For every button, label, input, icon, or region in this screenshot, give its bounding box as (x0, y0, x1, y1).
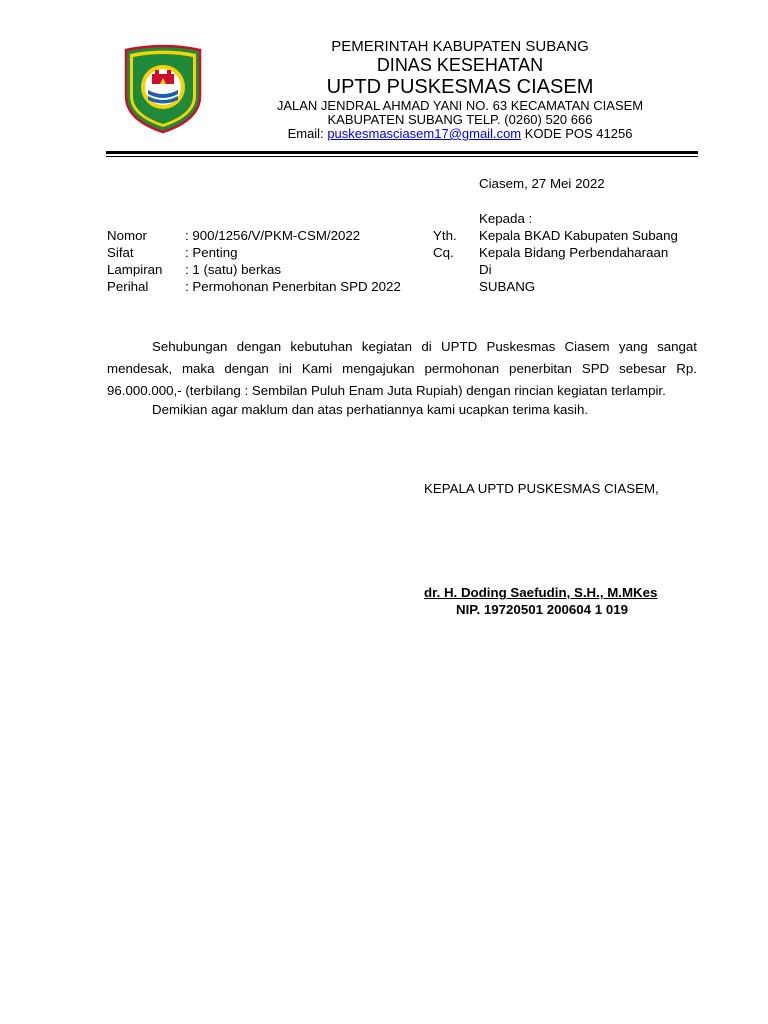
meta-label-sifat: Sifat (107, 245, 134, 260)
email-link[interactable]: puskesmasciasem17@gmail.com (327, 126, 522, 141)
recipient-cq-label: Cq. (433, 245, 454, 260)
postcode: KODE POS 41256 (524, 126, 633, 141)
recipient-kepada: Kepada : (479, 211, 533, 226)
meta-label-perihal: Perihal (107, 279, 149, 294)
recipient-city: SUBANG (479, 279, 536, 294)
body-paragraph-2: Demikian agar maklum dan atas perhatiannya kami ucapkan terima kasih. (152, 402, 589, 417)
meta-value-perihal: : Permohonan Penerbitan SPD 2022 (185, 279, 401, 294)
recipient-cq: Kepala Bidang Perbendaharaan (479, 245, 669, 260)
header-address: JALAN JENDRAL AHMAD YANI NO. 63 KECAMATAN CIASEM (276, 98, 644, 113)
subang-emblem-icon (124, 44, 202, 134)
header-divider-thick (106, 151, 698, 154)
meta-value-nomor: : 900/1256/V/PKM-CSM/2022 (185, 228, 361, 243)
signature-nip: NIP. 19720501 200604 1 019 (456, 602, 629, 617)
recipient-di: Di (479, 262, 492, 277)
body-paragraph-1: Sehubungan dengan kebutuhan kegiatan di UPTD Puskesmas Ciasem yang sangat mendesak, maka dengan ini Kami mengajukan permohonan penerbitan SPD sebesar Rp. 96.000.000,- (terbilang : Sembilan Puluh Enam Juta Rupiah) dengan rincian kegiatan terlampir. (107, 339, 697, 398)
email-label: Email: (287, 126, 324, 141)
recipient-yth: Kepala BKAD Kabupaten Subang (479, 228, 678, 243)
header-government: PEMERINTAH KABUPATEN SUBANG (331, 38, 589, 55)
meta-value-lampiran: : 1 (satu) berkas (185, 262, 282, 277)
header-department: DINAS KESEHATAN (376, 55, 544, 75)
signature-name: dr. H. Doding Saefudin, S.H., M.MKes (424, 585, 658, 600)
header-institution: UPTD PUSKESMAS CIASEM (326, 76, 594, 98)
header-divider-thin (106, 156, 698, 157)
meta-value-sifat: : Penting (185, 245, 238, 260)
signature-title: KEPALA UPTD PUSKESMAS CIASEM, (424, 481, 659, 496)
header-phone: KABUPATEN SUBANG TELP. (0260) 520 666 (327, 112, 593, 127)
letter-date: Ciasem, 27 Mei 2022 (479, 176, 605, 191)
meta-label-lampiran: Lampiran (107, 262, 163, 277)
header-contact (230, 126, 690, 141)
meta-label-nomor: Nomor (107, 228, 147, 243)
recipient-yth-label: Yth. (433, 228, 457, 243)
